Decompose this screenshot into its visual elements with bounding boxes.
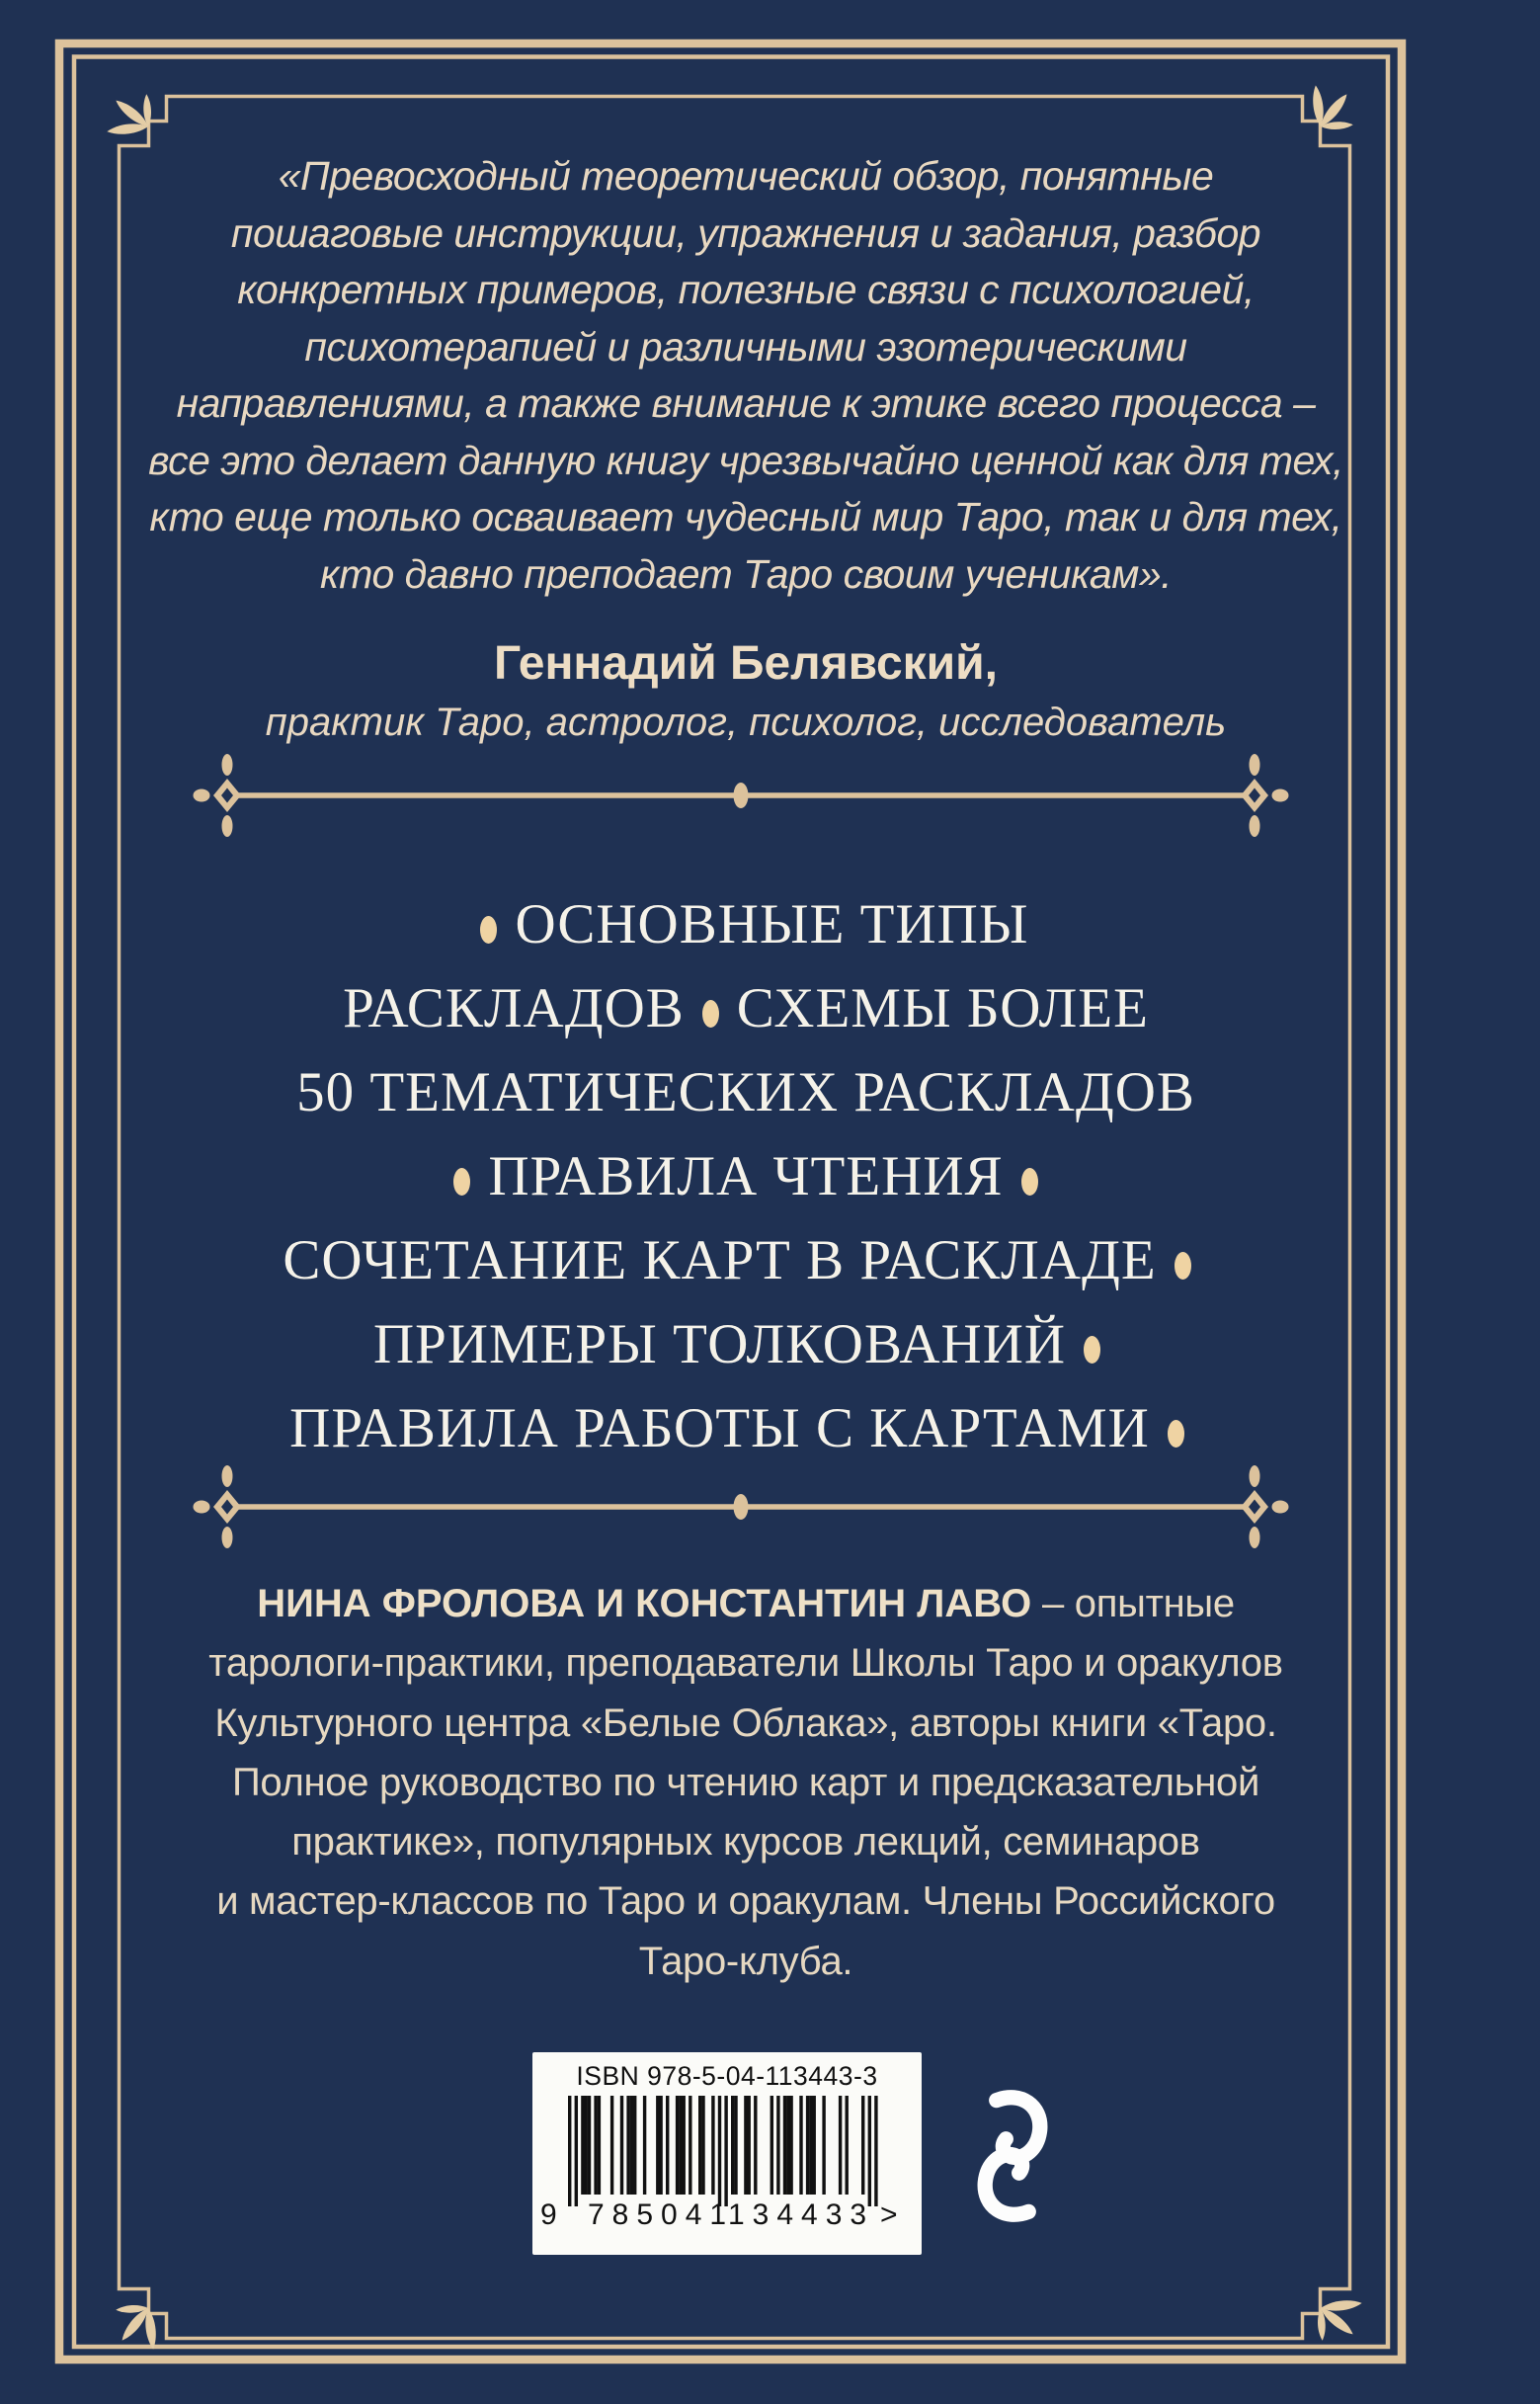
quote-line: «Превосходный теоретический обзор, понятные — [278, 153, 1214, 199]
feature-list — [119, 882, 1373, 1470]
authors-bio — [119, 1574, 1373, 1991]
barcode-end-char: > — [880, 2198, 898, 2231]
bio-line: НИНА ФРОЛОВА И КОНСТАНТИН ЛАВО – опытные — [257, 1582, 1235, 1625]
quote-line: пошаговые инструкции, упражнения и задания, разбор — [230, 209, 1261, 256]
bio-line: Полное руководство по чтению карт и предсказательной — [231, 1760, 1260, 1804]
barcode-digit-lead: 9 — [540, 2198, 557, 2231]
bullet-icon — [1084, 1336, 1100, 1364]
quote-line: конкретных примеров, полезные связи с психологией, — [237, 267, 1255, 312]
bio-author-names: НИНА ФРОЛОВА И КОНСТАНТИН ЛАВО — [257, 1582, 1032, 1625]
ornamental-divider — [194, 754, 1289, 837]
barcode-digit-group2: 134433 — [728, 2198, 875, 2231]
bio-line: Таро-клуба. — [638, 1939, 853, 1983]
quote-line: кто давно преподает Таро своим ученикам». — [319, 550, 1173, 597]
barcode-digit-group1: 785041 — [588, 2198, 735, 2231]
feature-line: ПРАВИЛА ЧТЕНИЯ — [119, 1134, 1373, 1218]
feature-line: ПРИМЕРЫ ТОЛКОВАНИЙ — [119, 1302, 1373, 1386]
bio-line: практике», популярных курсов лекций, семинаров — [291, 1820, 1200, 1865]
feature-line: РАСКЛАДОВ СХЕМЫ БОЛЕЕ — [343, 977, 1149, 1039]
bullet-icon — [1021, 1168, 1038, 1196]
quote-line: психотерапией и различными эзотерическими — [304, 323, 1187, 370]
review-quote — [119, 148, 1373, 603]
bullet-icon — [453, 1168, 470, 1196]
quote-author-name: Геннадий Белявский, — [493, 637, 999, 690]
bio-line: и мастер-классов по Таро и оракулам. Члены Российского — [216, 1879, 1275, 1924]
feature-line: СОЧЕТАНИЕ КАРТ В РАСКЛАДЕ — [119, 1218, 1373, 1302]
bio-line: Культурного центра «Белые Облака», авторы книги «Таро. — [214, 1700, 1277, 1745]
bullet-icon — [1175, 1252, 1191, 1280]
isbn-barcode-block — [532, 2052, 922, 2255]
ornamental-divider — [194, 1465, 1289, 1548]
bullet-icon — [480, 916, 497, 944]
quote-line: кто еще только осваивает чудесный мир Таро, так и для тех, — [149, 494, 1342, 539]
feature-line: ПРАВИЛА РАБОТЫ С КАРТАМИ — [119, 1386, 1373, 1470]
quote-author-title: практик Таро, астролог, психолог, исследователь — [265, 701, 1227, 744]
corner-leaf-icon — [1301, 2280, 1376, 2356]
eksmo-logo-icon — [970, 2087, 1055, 2225]
bullet-icon — [702, 1000, 719, 1028]
feature-line: ОСНОВНЫЕ ТИПЫ — [119, 882, 1373, 966]
corner-leaf-icon — [94, 80, 169, 155]
ean13-barcode — [568, 2096, 878, 2206]
quote-line: все это делает данную книгу чрезвычайно ценной как для тех, — [148, 437, 1343, 483]
bullet-icon — [1168, 1420, 1184, 1448]
quote-line: направлениями, а также внимание к этике всего процесса – — [176, 380, 1316, 426]
bio-line: тарологи-практики, преподаватели Школы Таро и оракулов — [208, 1641, 1283, 1686]
isbn-label: ISBN 978-5-04-113443-3 — [576, 2061, 878, 2091]
feature-line: 50 ТЕМАТИЧЕСКИХ РАСКЛАДОВ — [296, 1061, 1195, 1123]
